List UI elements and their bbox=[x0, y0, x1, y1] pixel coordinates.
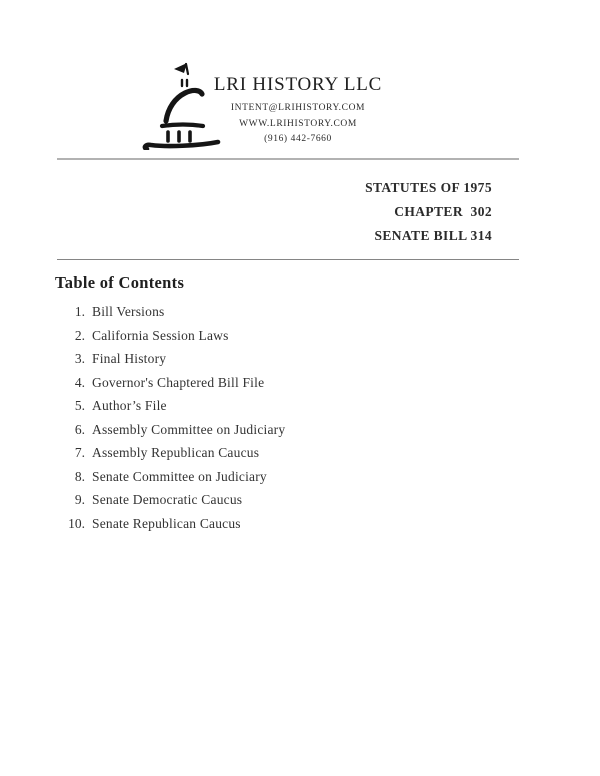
header-divider bbox=[57, 158, 519, 160]
toc-item-number: 3. bbox=[74, 351, 85, 366]
toc-item-label: Final History bbox=[92, 351, 167, 366]
toc-item-number: 4. bbox=[74, 374, 85, 390]
toc-item-label: California Session Laws bbox=[92, 327, 229, 343]
statutes-line: STATUTES OF 1975 bbox=[365, 180, 492, 195]
toc-item-number: 5. bbox=[74, 398, 85, 413]
toc-item bbox=[55, 445, 475, 469]
toc-item-number: 8. bbox=[74, 468, 85, 484]
contact-phone: (916) 442-7660 bbox=[264, 134, 332, 144]
toc-item-label: Author’s File bbox=[92, 398, 167, 413]
toc-item-number: 1. bbox=[74, 304, 85, 319]
toc-item bbox=[55, 398, 475, 422]
senate-bill-line: SENATE BILL 314 bbox=[374, 228, 492, 243]
toc-item bbox=[55, 422, 475, 446]
toc-item-label: Bill Versions bbox=[92, 304, 165, 319]
toc-item-label: Assembly Committee on Judiciary bbox=[92, 421, 286, 437]
toc-item-label: Senate Committee on Judiciary bbox=[92, 468, 267, 484]
toc-item-number: 7. bbox=[74, 445, 85, 460]
toc-heading: Table of Contents bbox=[55, 273, 185, 292]
toc-item bbox=[55, 469, 475, 493]
contact-website: WWW.LRIHISTORY.COM bbox=[239, 118, 357, 129]
toc-list bbox=[55, 304, 475, 539]
toc-item-number: 10. bbox=[68, 515, 85, 531]
toc-item-label: Senate Republican Caucus bbox=[92, 515, 241, 531]
toc-item bbox=[55, 351, 475, 375]
toc-item-number: 9. bbox=[74, 492, 85, 507]
contact-email: INTENT@LRIHISTORY.COM bbox=[230, 103, 366, 113]
letterhead bbox=[208, 74, 388, 147]
toc-item bbox=[55, 375, 475, 399]
toc-item-label: Senate Democratic Caucus bbox=[92, 492, 243, 507]
section-divider bbox=[57, 259, 519, 260]
case-reference-block bbox=[292, 176, 492, 248]
company-name: LRI HISTORY LLC bbox=[213, 74, 383, 95]
toc-item-label: Assembly Republican Caucus bbox=[92, 445, 260, 460]
toc-item bbox=[55, 516, 475, 540]
toc-item-label: Governor's Chaptered Bill File bbox=[92, 374, 265, 390]
toc-item bbox=[55, 304, 475, 328]
toc-item-number: 2. bbox=[74, 327, 85, 343]
chapter-line: CHAPTER 302 bbox=[394, 204, 492, 219]
toc-item bbox=[55, 492, 475, 516]
toc-item-number: 6. bbox=[74, 421, 85, 437]
toc-item bbox=[55, 328, 475, 352]
